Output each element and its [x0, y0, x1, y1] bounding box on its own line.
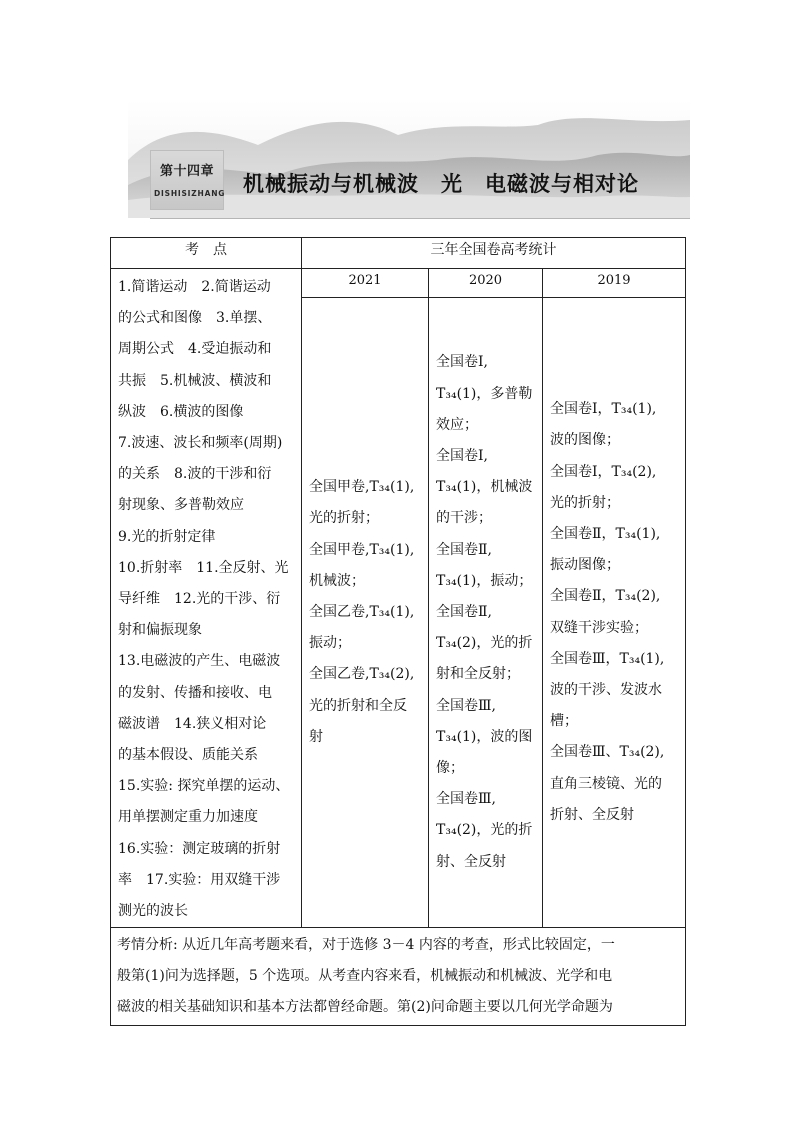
stat-line: 直角三棱镜、光的: [550, 775, 662, 792]
stat-line: T₃₄(1)，波的图: [436, 728, 533, 745]
stat-line: T₃₄(2)，光的折: [436, 635, 533, 652]
analysis-line: 般第(1)问为选择题，5 个选项。从考查内容来看，机械振动和机械波、光学和电: [117, 968, 613, 985]
kaodian-line: 的公式和图像 3.单摆、: [118, 310, 272, 327]
kaodian-line: 用单摆测定重力加速度: [118, 809, 258, 826]
stat-line: 射和全反射；: [436, 666, 520, 683]
analysis-line: 考情分析: 从近几年高考题来看，对于选修 3－4 内容的考查，形式比较固定，一: [117, 937, 615, 954]
stat-line: 振动图像；: [550, 557, 620, 574]
stat-line: 全国卷Ⅰ,: [436, 448, 488, 465]
stat-line: 全国卷Ⅰ，T₃₄(1),: [550, 401, 657, 418]
stat-line: 波的干涉、发波水: [550, 682, 662, 699]
kaodian-line: 的基本假设、质能关系: [118, 747, 258, 764]
year-2021-cell: [302, 298, 429, 928]
stat-line: 全国卷Ⅱ，T₃₄(2),: [550, 588, 661, 605]
kaodian-line: 16.实验：测定玻璃的折射: [118, 840, 281, 857]
header-kaodian: 考 点: [111, 238, 302, 269]
stat-line: 全国卷Ⅲ，T₃₄(1),: [550, 650, 665, 667]
kaodian-line: 1.简谐运动 2.简谐运动: [118, 279, 271, 295]
stat-line: 振动；: [309, 635, 351, 652]
stat-line: T₃₄(1)，振动；: [436, 572, 533, 589]
header-divider: [150, 218, 690, 219]
chapter-number: 第十四章: [160, 164, 215, 179]
exam-statistics-table: [110, 237, 686, 1026]
kaodian-line: 的发射、传播和接收、电: [118, 684, 272, 701]
stat-line: 光的折射；: [550, 494, 620, 511]
chapter-title: 机械振动与机械波 光 电磁波与相对论: [243, 172, 639, 196]
kaodian-line: 15.实验: 探究单摆的运动、: [118, 778, 290, 795]
stat-line: 槽；: [550, 713, 578, 730]
stat-line: 折射、全反射: [550, 806, 634, 823]
year-2021-header: 2021: [302, 269, 429, 298]
kaodian-line: 9.光的折射定律: [118, 528, 216, 545]
stat-line: 全国卷Ⅲ,: [436, 791, 496, 808]
stat-line: 全国卷Ⅰ，T₃₄(2),: [550, 463, 657, 480]
stat-line: 机械波；: [309, 572, 365, 589]
kaodian-line: 射和偏振现象: [118, 622, 202, 639]
chapter-badge: [150, 150, 224, 210]
kaodian-line: 周期公式 4.受迫振动和: [118, 341, 272, 358]
stat-line: 像；: [436, 760, 464, 777]
stat-line: T₃₄(2)，光的折: [436, 822, 533, 839]
kaodian-line: 10.折射率 11.全反射、光: [118, 559, 289, 576]
stat-line: 双缝干涉实验；: [550, 619, 648, 636]
stat-line: 光的折射和全反: [309, 697, 407, 714]
year-2020-header: 2020: [429, 269, 543, 298]
chapter-pinyin: DISHISIZHANG: [154, 189, 226, 198]
kaodian-line: 测光的波长: [118, 903, 188, 920]
year-2020-cell: [429, 298, 543, 928]
stat-line: 全国甲卷,T₃₄(1),: [309, 479, 415, 496]
stat-line: 全国乙卷,T₃₄(1),: [309, 604, 415, 621]
header-stats: 三年全国卷高考统计: [302, 238, 686, 269]
stat-line: 全国卷Ⅱ，T₃₄(1),: [550, 526, 661, 543]
stat-line: 全国卷Ⅱ,: [436, 541, 492, 558]
year-2019-cell: [543, 298, 686, 928]
kaodian-line: 共振 5.机械波、横波和: [118, 372, 272, 389]
stat-line: 全国卷Ⅱ,: [436, 604, 492, 621]
analysis-cell: [111, 928, 686, 1026]
stat-line: 全国乙卷,T₃₄(2),: [309, 666, 415, 683]
stat-line: T₃₄(1)，机械波: [436, 479, 533, 496]
stat-line: 效应；: [436, 416, 478, 433]
stat-line: T₃₄(1)，多普勒: [436, 385, 533, 402]
stat-line: 射: [309, 728, 323, 745]
kaodian-line: 纵波 6.横波的图像: [118, 403, 244, 420]
stat-line: 全国卷Ⅰ,: [436, 354, 488, 371]
stat-line: 全国卷Ⅲ,: [436, 697, 496, 714]
kaodian-line: 7.波速、波长和频率(周期): [118, 435, 283, 452]
year-2019-header: 2019: [543, 269, 686, 298]
stat-line: 光的折射；: [309, 510, 379, 527]
kaodian-line: 13.电磁波的产生、电磁波: [118, 653, 281, 670]
kaodian-line: 磁波谱 14.狭义相对论: [118, 715, 267, 732]
stat-line: 全国甲卷,T₃₄(1),: [309, 541, 415, 558]
stat-line: 全国卷Ⅲ、T₃₄(2),: [550, 744, 665, 761]
kaodian-cell: [111, 269, 302, 928]
stat-line: 射、全反射: [436, 853, 506, 870]
analysis-line: 磁波的相关基础知识和基本方法都曾经命题。第(2)问命题主要以几何光学命题为: [117, 999, 613, 1016]
stat-line: 波的图像；: [550, 432, 620, 449]
kaodian-line: 导纤维 12.光的干涉、衍: [118, 591, 281, 608]
kaodian-line: 率 17.实验：用双缝干涉: [118, 871, 281, 888]
kaodian-line: 的关系 8.波的干涉和衍: [118, 466, 272, 483]
kaodian-line: 射现象、多普勒效应: [118, 497, 244, 514]
stat-line: 的干涉；: [436, 510, 492, 527]
